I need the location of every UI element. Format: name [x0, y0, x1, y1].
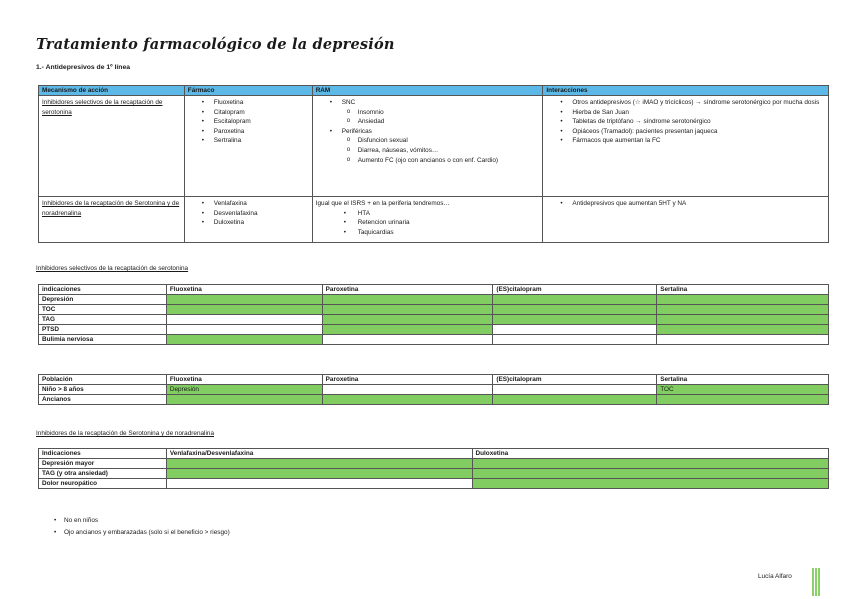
header-mechanism: Mecanismo de acción: [39, 86, 185, 96]
header-cell: Población: [39, 375, 167, 385]
list-item: o Aumento FC (ojo con ancianos o con enf. Cardio): [316, 156, 540, 166]
list-item: • Fluoxetina: [188, 98, 309, 108]
list-item: • Desvenlafaxina: [188, 209, 309, 219]
list-item: • Taquicardias: [316, 228, 540, 238]
table-row: [39, 469, 829, 479]
list-item: • HTA: [316, 209, 540, 219]
list-item: • Venlafaxina: [188, 199, 309, 209]
empty-cell: [322, 385, 493, 395]
table-row: [39, 385, 829, 395]
table-row: [39, 479, 829, 489]
notes-list: [36, 515, 230, 539]
empty-cell: [166, 315, 322, 325]
empty-cell: [493, 325, 657, 335]
section-title-isrs: Inhibidores selectivos de la recaptación de serotonina: [36, 265, 189, 272]
indicated-cell: [657, 325, 829, 335]
indicated-cell: [657, 315, 829, 325]
isrs-indications-table: [38, 284, 829, 345]
indicated-cell: [472, 459, 829, 469]
table-header-row: [39, 285, 829, 295]
empty-cell: [493, 335, 657, 345]
page-title: Tratamiento farmacológico de la depresión: [36, 36, 395, 53]
table-row: [39, 335, 829, 345]
indicated-cell: [166, 295, 322, 305]
header-cell: (ES)citalopram: [493, 375, 657, 385]
table-header-row: [39, 375, 829, 385]
header-cell: Duloxetina: [472, 449, 829, 459]
header-cell: indicaciones: [39, 285, 167, 295]
list-item: • Otros antidepresivos (☆ iMAO y tricíclicos) → síndrome serotonérgico por mucha dosis: [546, 98, 825, 108]
empty-cell: [166, 325, 322, 335]
indicated-cell: [166, 469, 472, 479]
row-label: Depresión: [39, 295, 167, 305]
table-row: [39, 325, 829, 335]
indicated-cell: [657, 395, 829, 405]
list-item: • Escitalopram: [188, 117, 309, 127]
ram-perif-sublist: [316, 136, 540, 165]
table-row: [39, 305, 829, 315]
row-label: Ancianos: [39, 395, 167, 405]
list-item: • Citalopram: [188, 108, 309, 118]
indicated-cell: Depresión: [166, 385, 322, 395]
author-name: Lucía Alfaro: [758, 573, 792, 580]
indicated-cell: [166, 395, 322, 405]
indicated-cell: [657, 305, 829, 315]
header-cell: Sertalina: [657, 285, 829, 295]
indicated-cell: [472, 469, 829, 479]
header-cell: Fluoxetina: [166, 285, 322, 295]
list-item: • Hierba de San Juan: [546, 108, 825, 118]
list-item: • Antidepresivos que aumentan 5HT y NA: [546, 199, 825, 209]
header-cell: Sertalina: [657, 375, 829, 385]
row-label: Bulimia nerviosa: [39, 335, 167, 345]
list-item: • No en niños: [36, 515, 230, 527]
empty-cell: [322, 335, 493, 345]
row-label: Depresión mayor: [39, 459, 167, 469]
indicated-cell: [166, 459, 472, 469]
list-item: o Insomnio: [316, 108, 540, 118]
row-label: TOC: [39, 305, 167, 315]
header-drug: Fármaco: [184, 86, 312, 96]
indicated-cell: [493, 395, 657, 405]
indicated-cell: [322, 315, 493, 325]
header-ram: RAM: [312, 86, 543, 96]
drug-list-irsn: [188, 199, 309, 228]
list-item: • Periféricas: [316, 127, 540, 137]
list-item: • Paroxetina: [188, 127, 309, 137]
list-item: • Retencion urinaria: [316, 218, 540, 228]
list-item: o Diarrea, náuseas, vómitos…: [316, 146, 540, 156]
interactions-list-isrs: [546, 98, 825, 146]
list-item: o Ansiedad: [316, 117, 540, 127]
list-item: • Tabletas de triptófano → síndrome serotonérgico: [546, 117, 825, 127]
list-item: • SNC: [316, 98, 540, 108]
indicated-cell: [322, 295, 493, 305]
mechanism-isrs: Inhibidores selectivos de la recaptación de serotonina: [42, 99, 163, 116]
indicated-cell: [493, 305, 657, 315]
table-row-isrs: [39, 96, 829, 197]
row-label: Dolor neuropático: [39, 479, 167, 489]
header-cell: Venlafaxina/Desvenlafaxina: [166, 449, 472, 459]
table-header-row: [39, 449, 829, 459]
list-item: • Ojo ancianos y embarazadas (solo si el beneficio > riesgo): [36, 527, 230, 539]
list-item: • Fármacos que aumentan la FC: [546, 136, 825, 146]
row-label: PTSD: [39, 325, 167, 335]
table-row: [39, 295, 829, 305]
list-item: • Duloxetina: [188, 218, 309, 228]
table-row-irsn: [39, 197, 829, 243]
ram-perif-list: [316, 127, 540, 137]
irsn-indications-table: [38, 448, 829, 489]
section-subtitle: 1.- Antidepresivos de 1º línea: [36, 64, 131, 71]
row-label: Niño > 8 años: [39, 385, 167, 395]
empty-cell: [493, 385, 657, 395]
ram-list-irsn: [316, 209, 540, 238]
ram-snc-sublist: [316, 108, 540, 127]
empty-cell: [657, 335, 829, 345]
indicated-cell: [493, 315, 657, 325]
table-row: [39, 395, 829, 405]
header-cell: Paroxetina: [322, 285, 493, 295]
interactions-list-irsn: [546, 199, 825, 209]
ram-intro-irsn: Igual que el ISRS + en la periferia tendremos…: [315, 200, 450, 207]
drug-list-isrs: [188, 98, 309, 146]
list-item: • Opiáceos (Tramadol): pacientes presentan jaqueca: [546, 127, 825, 137]
indicated-cell: [322, 325, 493, 335]
table-header-row: [39, 86, 829, 96]
indicated-cell: [657, 295, 829, 305]
header-interactions: Interacciones: [543, 86, 829, 96]
empty-cell: [166, 479, 472, 489]
indicated-cell: [322, 305, 493, 315]
mechanism-irsn: Inhibidores de la recaptación de Serotonina y de noradrenalina: [42, 200, 180, 217]
indicated-cell: TOC: [657, 385, 829, 395]
ram-list-isrs: [316, 98, 540, 108]
antidepressants-table: [38, 85, 829, 243]
header-cell: Indicaciones: [39, 449, 167, 459]
indicated-cell: [322, 395, 493, 405]
indicated-cell: [472, 479, 829, 489]
indicated-cell: [493, 295, 657, 305]
list-item: o Disfuncion sexual: [316, 136, 540, 146]
section-title-irsn: Inhibidores de la recaptación de Serotonina y de noradrenalina: [36, 430, 214, 437]
table-row: [39, 315, 829, 325]
header-cell: Fluoxetina: [166, 375, 322, 385]
indicated-cell: [166, 305, 322, 315]
list-item: • Sertralina: [188, 136, 309, 146]
row-label: TAG (y otra ansiedad): [39, 469, 167, 479]
table-row: [39, 459, 829, 469]
indicated-cell: [166, 335, 322, 345]
row-label: TAG: [39, 315, 167, 325]
header-cell: Paroxetina: [322, 375, 493, 385]
isrs-population-table: [38, 374, 829, 405]
header-cell: (ES)citalopram: [493, 285, 657, 295]
decorative-bars: [812, 568, 820, 596]
